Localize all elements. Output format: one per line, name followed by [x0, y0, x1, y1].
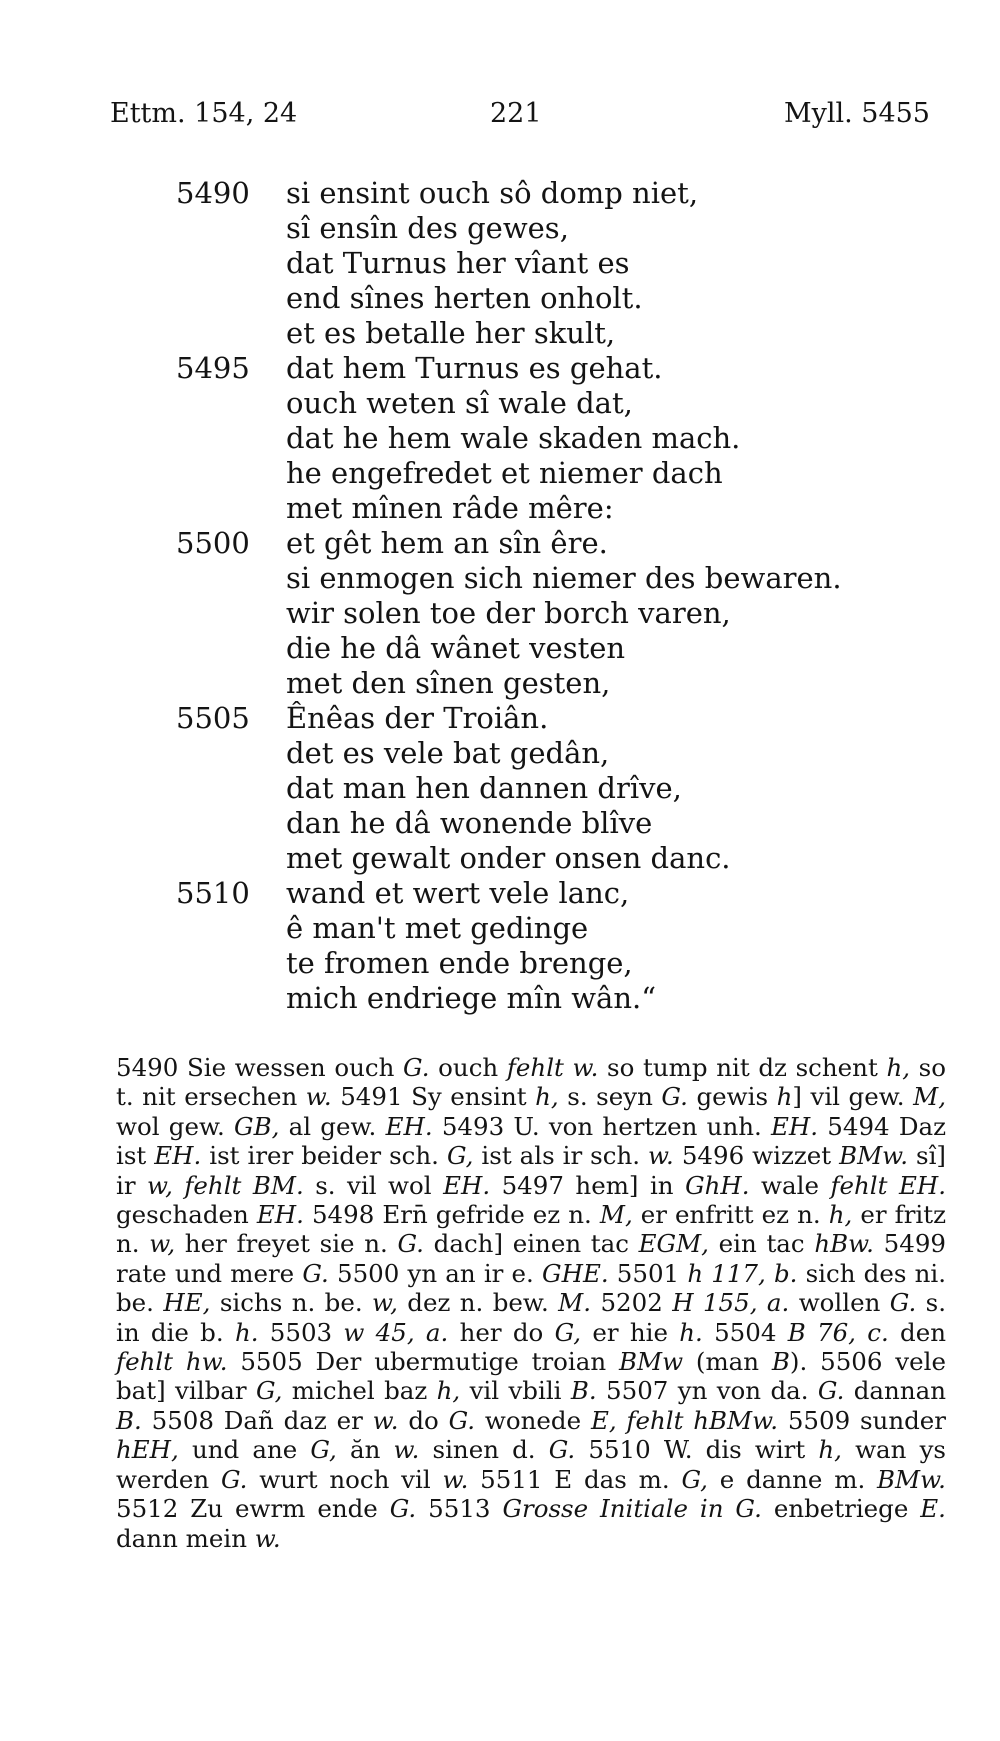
apparatus-siglum: h 117, b. [687, 1258, 798, 1288]
apparatus-siglum: w. [393, 1435, 420, 1465]
verse-text: dat man hen dannen drîve, [286, 771, 682, 805]
apparatus-text: 5202 [591, 1288, 673, 1318]
apparatus-text: dannan [844, 1376, 946, 1406]
apparatus-text: ] vil gew. [792, 1082, 914, 1112]
apparatus-siglum: GHE. [542, 1258, 609, 1288]
apparatus-text: sich des ni. be. [116, 1258, 946, 1318]
apparatus-text: ist als ir sch. [473, 1141, 648, 1171]
verse-line [0, 806, 1000, 841]
verse-line [0, 526, 1000, 561]
apparatus-text: ist irer beider sch. [201, 1141, 447, 1171]
apparatus-text: 5498 Ern̄ gefride ez n. [303, 1200, 600, 1230]
verse-text: et es betalle her skult, [286, 316, 616, 350]
apparatus-siglum: h, [436, 1376, 461, 1406]
apparatus-text: sî] ir [116, 1141, 946, 1200]
page-number: 221 [490, 98, 542, 129]
apparatus-text: 5508 Dañ daz er [141, 1405, 373, 1435]
verse-number: 5500 [176, 526, 250, 560]
verse-line [0, 701, 1000, 736]
apparatus-text: 5509 sunder [778, 1405, 947, 1435]
verse-line [0, 841, 1000, 876]
apparatus-text: 5504 [702, 1317, 788, 1347]
apparatus-text: e danne m. [707, 1464, 878, 1494]
apparatus-siglum: G, [255, 1376, 283, 1406]
apparatus-siglum: w. [305, 1082, 332, 1112]
apparatus-siglum: fehlt hw. [116, 1347, 228, 1377]
apparatus-siglum: fehlt EH. [830, 1170, 946, 1200]
apparatus-siglum: GhH. [685, 1170, 750, 1200]
critical-apparatus [116, 1053, 946, 1553]
verse-text: et gêt hem an sîn êre. [286, 526, 608, 560]
apparatus-text: den [888, 1317, 946, 1347]
apparatus-siglum: G. [397, 1229, 424, 1259]
verse-block [0, 176, 1000, 1016]
verse-line [0, 561, 1000, 596]
verse-line [0, 211, 1000, 246]
verse-line [0, 666, 1000, 701]
apparatus-siglum: BMw [618, 1347, 684, 1377]
verse-text: Ênêas der Troiân. [286, 701, 549, 735]
apparatus-text: geschaden [116, 1200, 257, 1230]
verse-line [0, 456, 1000, 491]
apparatus-siglum: EH. [385, 1111, 433, 1141]
apparatus-siglum: G. [220, 1464, 248, 1494]
apparatus-text: her freyet sie n. [175, 1229, 398, 1259]
apparatus-siglum: M, [913, 1082, 946, 1112]
apparatus-siglum: GB, [234, 1111, 280, 1141]
apparatus-siglum: E. [920, 1494, 946, 1524]
apparatus-text: ein tac [708, 1229, 815, 1259]
header-left-reference: Ettm. 154, 24 [110, 98, 298, 129]
apparatus-siglum: B. [116, 1405, 142, 1435]
verse-number: 5490 [176, 176, 250, 210]
apparatus-siglum: G. [548, 1435, 576, 1465]
verse-text: dan he dâ wonende blîve [286, 806, 653, 840]
apparatus-siglum: G. [817, 1376, 845, 1406]
apparatus-text: wurt noch vil [247, 1464, 443, 1494]
apparatus-siglum: w 45, a. [343, 1317, 449, 1347]
apparatus-text: her do [448, 1317, 555, 1347]
apparatus-text: 5496 wizzet [673, 1141, 840, 1171]
apparatus-text: sichs n. be. [210, 1288, 373, 1318]
apparatus-siglum: h, [886, 1053, 911, 1082]
apparatus-siglum: EGM, [638, 1229, 709, 1259]
apparatus-text: 5512 Zu ewrm ende [116, 1494, 390, 1524]
apparatus-siglum: G, [310, 1435, 337, 1465]
apparatus-text: ). [789, 1347, 808, 1377]
apparatus-siglum: G. [403, 1053, 430, 1082]
apparatus-text: dann mein [116, 1523, 255, 1553]
apparatus-siglum: h, [828, 1200, 853, 1230]
apparatus-text: s. seyn [558, 1082, 662, 1112]
apparatus-text: 5493 U. von hertzen unh. [432, 1111, 772, 1141]
verse-line [0, 351, 1000, 386]
verse-line [0, 246, 1000, 281]
apparatus-text: 5491 Sy ensint [331, 1082, 536, 1112]
apparatus-text: 5513 [416, 1494, 503, 1524]
apparatus-text: do [398, 1405, 449, 1435]
apparatus-text: al gew. [279, 1111, 386, 1141]
apparatus-siglum: w, fehlt BM. [147, 1170, 304, 1200]
apparatus-text: ăn [336, 1435, 394, 1465]
verse-number: 5510 [176, 876, 250, 910]
verse-text: si enmogen sich niemer des bewaren. [286, 561, 842, 595]
verse-text: sî ensîn des gewes, [286, 211, 569, 245]
apparatus-text: 5494 Daz ist [116, 1111, 947, 1171]
apparatus-text: 5506 vele bat] vilbar [116, 1347, 946, 1406]
verse-line [0, 281, 1000, 316]
apparatus-text: 5490 Sie wessen ouch [116, 1053, 404, 1082]
verse-number: 5505 [176, 701, 250, 735]
verse-line [0, 596, 1000, 631]
verse-text: dat hem Turnus es gehat. [286, 351, 663, 385]
apparatus-siglum: EH. [443, 1170, 491, 1200]
apparatus-siglum: B 76, c. [787, 1317, 889, 1347]
apparatus-siglum: B. [570, 1376, 597, 1406]
apparatus-siglum: EH. [154, 1141, 202, 1171]
apparatus-siglum: H 155, a. [672, 1288, 790, 1318]
apparatus-siglum: h, [818, 1435, 842, 1465]
apparatus-siglum: B [771, 1347, 790, 1377]
verse-line [0, 771, 1000, 806]
apparatus-text: so tump nit dz schent [598, 1053, 887, 1082]
apparatus-siglum: G. [889, 1288, 917, 1318]
verse-line [0, 911, 1000, 946]
apparatus-siglum: Grosse Initiale in G. [502, 1494, 762, 1524]
apparatus-text: dach] einen tac [423, 1229, 639, 1259]
apparatus-text: wan ys werden [116, 1435, 946, 1494]
apparatus-text: vil vbili [460, 1376, 571, 1406]
apparatus-text: wale [749, 1170, 831, 1200]
verse-line [0, 946, 1000, 981]
verse-line [0, 386, 1000, 421]
verse-text: met gewalt onder onsen danc. [286, 841, 731, 875]
apparatus-siglum: w. [254, 1523, 281, 1553]
apparatus-siglum: h [776, 1082, 793, 1112]
apparatus-siglum: G, [681, 1464, 708, 1494]
apparatus-text: so t. nit ersechen [116, 1053, 947, 1112]
apparatus-siglum: hBw. [814, 1229, 874, 1259]
apparatus-text: 5499 rate und mere [116, 1229, 947, 1288]
apparatus-siglum: G, [446, 1141, 474, 1171]
verse-text: wir solen toe der borch varen, [286, 596, 731, 630]
apparatus-text: s. in die b. [116, 1288, 947, 1347]
apparatus-text: wonede [475, 1405, 591, 1435]
apparatus-text: dez n. bew. [397, 1288, 559, 1318]
apparatus-siglum: h, [535, 1082, 559, 1112]
verse-text: det es vele bat gedân, [286, 736, 610, 770]
verse-text: ê man't met gedinge [286, 911, 589, 945]
apparatus-siglum: w. [442, 1464, 469, 1494]
verse-text: mich endriege mîn wân.“ [286, 981, 657, 1015]
verse-line [0, 421, 1000, 456]
verse-text: wand et wert vele lanc, [286, 876, 630, 910]
apparatus-siglum: fehlt w. [506, 1053, 599, 1082]
apparatus-text: wollen [789, 1288, 890, 1318]
verse-line [0, 631, 1000, 666]
apparatus-text: 5503 [258, 1317, 344, 1347]
apparatus-siglum: G, [554, 1317, 582, 1347]
verse-text: dat Turnus her vîant es [286, 246, 630, 280]
apparatus-text: ouch [429, 1053, 507, 1082]
apparatus-text: sinen d. [419, 1435, 549, 1465]
apparatus-text: michel baz [282, 1376, 437, 1406]
apparatus-siglum: w. [647, 1141, 674, 1171]
apparatus-siglum: G. [661, 1082, 688, 1112]
verse-line [0, 176, 1000, 211]
apparatus-text: (man [683, 1347, 772, 1377]
apparatus-siglum: hEH, [116, 1435, 179, 1465]
verse-line [0, 316, 1000, 351]
apparatus-siglum: w, [372, 1288, 398, 1318]
verse-text: die he dâ wânet vesten [286, 631, 626, 665]
apparatus-text: wol gew. [116, 1111, 235, 1141]
running-header [110, 94, 930, 134]
apparatus-text: gewis [687, 1082, 777, 1112]
apparatus-text: 5505 Der ubermutige troian [227, 1347, 619, 1377]
apparatus-paragraph [116, 1053, 946, 1553]
apparatus-siglum: HE, [163, 1288, 211, 1318]
apparatus-text: s. vil wol [303, 1170, 444, 1200]
apparatus-siglum: G. [448, 1405, 476, 1435]
verse-text: te fromen ende brenge, [286, 946, 633, 980]
apparatus-text: 5507 yn von da. [596, 1376, 818, 1406]
apparatus-siglum: BMw. [839, 1141, 909, 1171]
apparatus-text: 5510 W. dis wirt [575, 1435, 819, 1465]
apparatus-text: enbetriege [761, 1494, 921, 1524]
verse-line [0, 876, 1000, 911]
apparatus-siglum: EH. [771, 1111, 819, 1141]
apparatus-siglum: E, fehlt hBMw. [590, 1405, 778, 1435]
verse-text: met den sînen gesten, [286, 666, 611, 700]
verse-line [0, 981, 1000, 1016]
header-right-reference: Myll. 5455 [783, 98, 930, 129]
apparatus-siglum: w. [372, 1405, 399, 1435]
apparatus-siglum: w, [149, 1229, 176, 1259]
apparatus-siglum: EH. [256, 1200, 304, 1230]
verse-line [0, 491, 1000, 526]
apparatus-siglum: BMw. [877, 1464, 946, 1494]
verse-number: 5495 [176, 351, 250, 385]
verse-text: met mînen râde mêre: [286, 491, 614, 525]
apparatus-siglum: G. [302, 1258, 329, 1288]
apparatus-text: er enfritt ez n. [632, 1200, 829, 1230]
apparatus-text: 5501 [608, 1258, 688, 1288]
verse-text: si ensint ouch sô domp niet, [286, 176, 699, 210]
verse-text: he engefredet et niemer dach [286, 456, 723, 490]
apparatus-text: er fritz n. [116, 1200, 946, 1259]
verse-text: ouch weten sî wale dat, [286, 386, 633, 420]
apparatus-siglum: M, [599, 1200, 633, 1230]
apparatus-text: 5500 yn an ir e. [328, 1258, 543, 1288]
verse-text: end sînes herten onholt. [286, 281, 643, 315]
apparatus-siglum: M. [558, 1288, 592, 1318]
apparatus-text: er hie [581, 1317, 680, 1347]
apparatus-text: 5497 hem] in [490, 1170, 686, 1200]
apparatus-text: und ane [178, 1435, 311, 1465]
apparatus-text: 5511 E das m. [468, 1464, 682, 1494]
apparatus-siglum: G. [389, 1494, 417, 1524]
apparatus-siglum: h. [234, 1317, 259, 1347]
verse-line [0, 736, 1000, 771]
verse-text: dat he hem wale skaden mach. [286, 421, 741, 455]
apparatus-siglum: h. [679, 1317, 703, 1347]
